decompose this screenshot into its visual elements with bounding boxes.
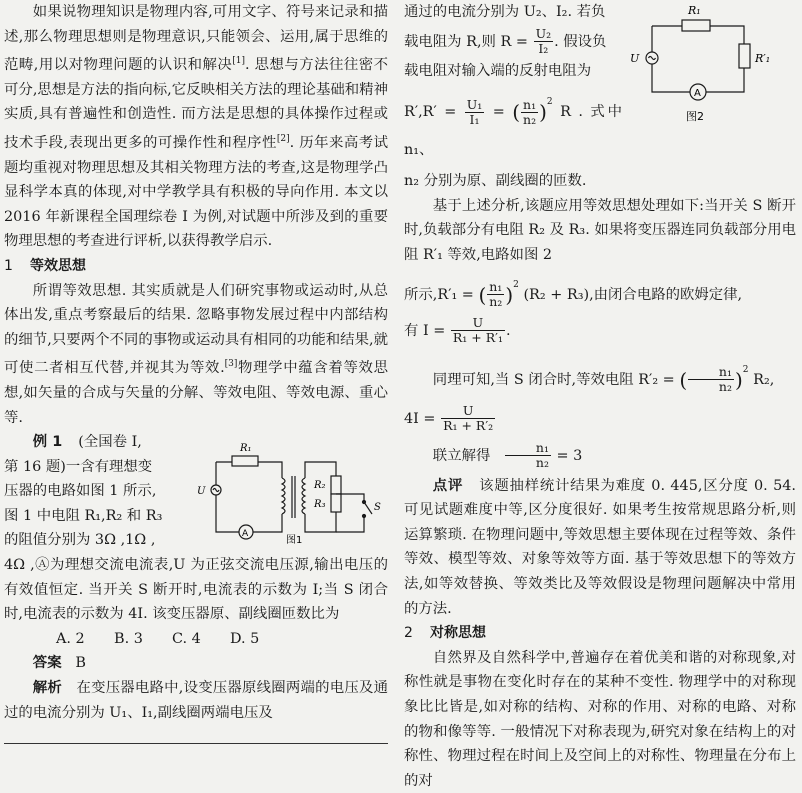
option-d[interactable]: D. 5 — [230, 630, 260, 647]
fig2-caption: 图2 — [686, 110, 704, 123]
equation-r2-prime: 同理可知,当 S 闭合时,等效电阻 R′₂ = ( $\frac{\text{n₁}}{\text{n₂}}$ )$^2$ R₂, — [432, 364, 775, 395]
fig1-r1-label: R₁ — [240, 443, 252, 454]
analysis-paragraph: 基于上述分析,该题应用等效思想处理如下:当开关 S 断开时,负载部分有电阻 R₂ 及 R₃. 如果将变压器连同负载部分用电阻 R′₁ 等效,电路如图 2 — [404, 197, 796, 263]
example-label: 例 1 — [32, 434, 63, 451]
right-line-5: n₂ 分别为原、副线圈的匝数. — [404, 173, 587, 190]
fig2-r1-label: R₁ — [688, 4, 701, 17]
right-line-1: 通过的电流分别为 U₂、I₂. 若负 — [404, 4, 606, 20]
review-paragraph: 点评 该题抽样统计结果为难度 0. 445,区分度 0. 54. 可见试题难度中等,区分度很好. 如果考生按常规思路分析,则运算繁琐. 在物理问题中,等效思想主要体现在过程等效、条件等效、模型等效、对象等效等方面. 基于等效思想下的等效方法,如等效替换、等效类比及等效假设是物理问题解决中常用的方法. — [404, 477, 796, 617]
symmetry-paragraph: 自然界及自然科学中,普遍存在着优美和谐的对称现象,对称性就是事物在变化时存在的某种不变性. 物理学中的对称现象比比皆是,如对称的结构、对称的作用、对称的电路、对称的物和像等等. 一般情况下对称表现为,研究对象在结构上的对称性、物理过程在时间上及空间上的对称性、物理量在分布上的对 — [404, 649, 796, 789]
left-column — [4, 0, 388, 725]
solution-result: 联立解得 $\frac{\text{n₁}}{\text{n₂}}$ = 3 — [432, 440, 583, 471]
fig1-r2-label: R₂ — [314, 480, 326, 491]
example-1: 例 1 (全国卷 I, 第 16 题)一含有理想变 压器的电路如图 1 所示, 图 1 中电阻 R₁,R₂ 和 R₃ 的阻值分别为 3Ω ,1Ω , — [4, 434, 163, 549]
section-heading-2: 2 对称思想 — [404, 625, 486, 642]
figure-2-circuit — [622, 0, 800, 126]
option-c[interactable]: C. 4 — [172, 630, 201, 647]
right-line-4: R′,R′ = $\frac{\text{U₁}}{\text{I₁}}$ = ( $\frac{\text{n₁}}{\text{n₂}}$ )$^2$ R . 式中 n₁、 — [404, 96, 622, 159]
citation-3[interactable]: [3] — [224, 359, 238, 370]
figure-1-circuit — [196, 443, 386, 546]
fig2-ammeter-label: A — [694, 88, 701, 99]
citation-1[interactable]: [1] — [232, 56, 245, 67]
fig1-u-label: U — [197, 486, 206, 497]
equation-i: 有 I = $\frac{U}{\text{R₁ + R′₁}}$ . — [404, 315, 511, 346]
fig2-u-label: U — [630, 52, 640, 65]
equivalence-paragraph: 所谓等效思想. 其实质就是人们研究事物或运动时,从总体出发,重点考察最后的结果. 忽略事物发展过程中内部结构的细节,只要两个不同的事物或运动具有相同的功能和结果,就可使二者相互代替,并视其为等效.[3]物理学中蕴含着等效思想,如矢量的合成与矢量的分解、等效电阻、等效电源、重心等. — [4, 282, 388, 426]
option-a[interactable]: A. 2 — [56, 630, 85, 647]
equation-r1-prime: 所示,R′₁ = ( $\frac{\text{n₁}}{\text{n₂}}$ )$^2$ (R₂ + R₃),由闭合电路的欧姆定律, — [404, 279, 743, 310]
solution-paragraph: 解析 在变压器电路中,设变压器原线圈两端的电压及通过的电流分别为 U₁、I₁,副线圈两端电压及 — [4, 680, 388, 721]
fig1-caption: 图1 — [286, 535, 303, 546]
footnote-rule — [4, 743, 388, 744]
section-heading-1: 1 等效思想 — [4, 257, 86, 274]
fig1-switch-label: S — [374, 502, 381, 513]
example-body: 4Ω ,Ⓐ为理想交流电流表,U 为正弦交流电压源,输出电压的有效值恒定. 当开关 S 断开时,电流表的示数为 I;当 S 闭合时,电流表的示数为 4I. 该变压器原、副线圈匝数比为 — [4, 557, 388, 623]
fig2-r1p-label: R′₁ — [755, 52, 771, 65]
answer-options — [4, 627, 388, 652]
right-line-2: 载电阻为 R,则 R = $\frac{\text{U₂}}{\text{I₂}}$ . 假设负 — [404, 26, 607, 57]
answer-line: 答案 B — [32, 655, 86, 672]
citation-2[interactable]: [2] — [276, 133, 290, 144]
fig1-ammeter-label: A — [242, 529, 249, 539]
fig1-r3-label: R₃ — [314, 499, 326, 510]
right-line-3: 载电阻对输入端的反射电阻为 — [404, 62, 592, 79]
option-b[interactable]: B. 3 — [114, 630, 143, 647]
equation-4i: 4I = $\frac{U}{\text{R₁ + R′₂}}$ — [404, 403, 494, 434]
fraction-u2-i2: $\frac{\text{U₂}}{\text{I₂}}$ — [535, 26, 552, 57]
intro-paragraph: 如果说物理知识是物理内容,可用文字、符号来记录和描述,那么物理思想则是物理意识,只能领会、运用,属于思维的范畴,用以对物理问题的认识和解决[1]. 思想与方法往往密不可分,思想是方法的指向标,它反映相关方法的理论基础和精神实质,具有普遍性和创造性. 而方法是思想的具体操作过程或技术手段,表现出更多的可操作性和程序性[2]. 历年来高考试题均重视对物理思想及其相关物理方法的考查,这是物理学凸显科学本真的体现,对中学教学具有积极的导向作用. 本文以 2016 年新课程全国理综卷 I 为例,对试题中所涉及到的重要物理思想的考查进行评析,以获得教学启示. — [4, 4, 389, 250]
